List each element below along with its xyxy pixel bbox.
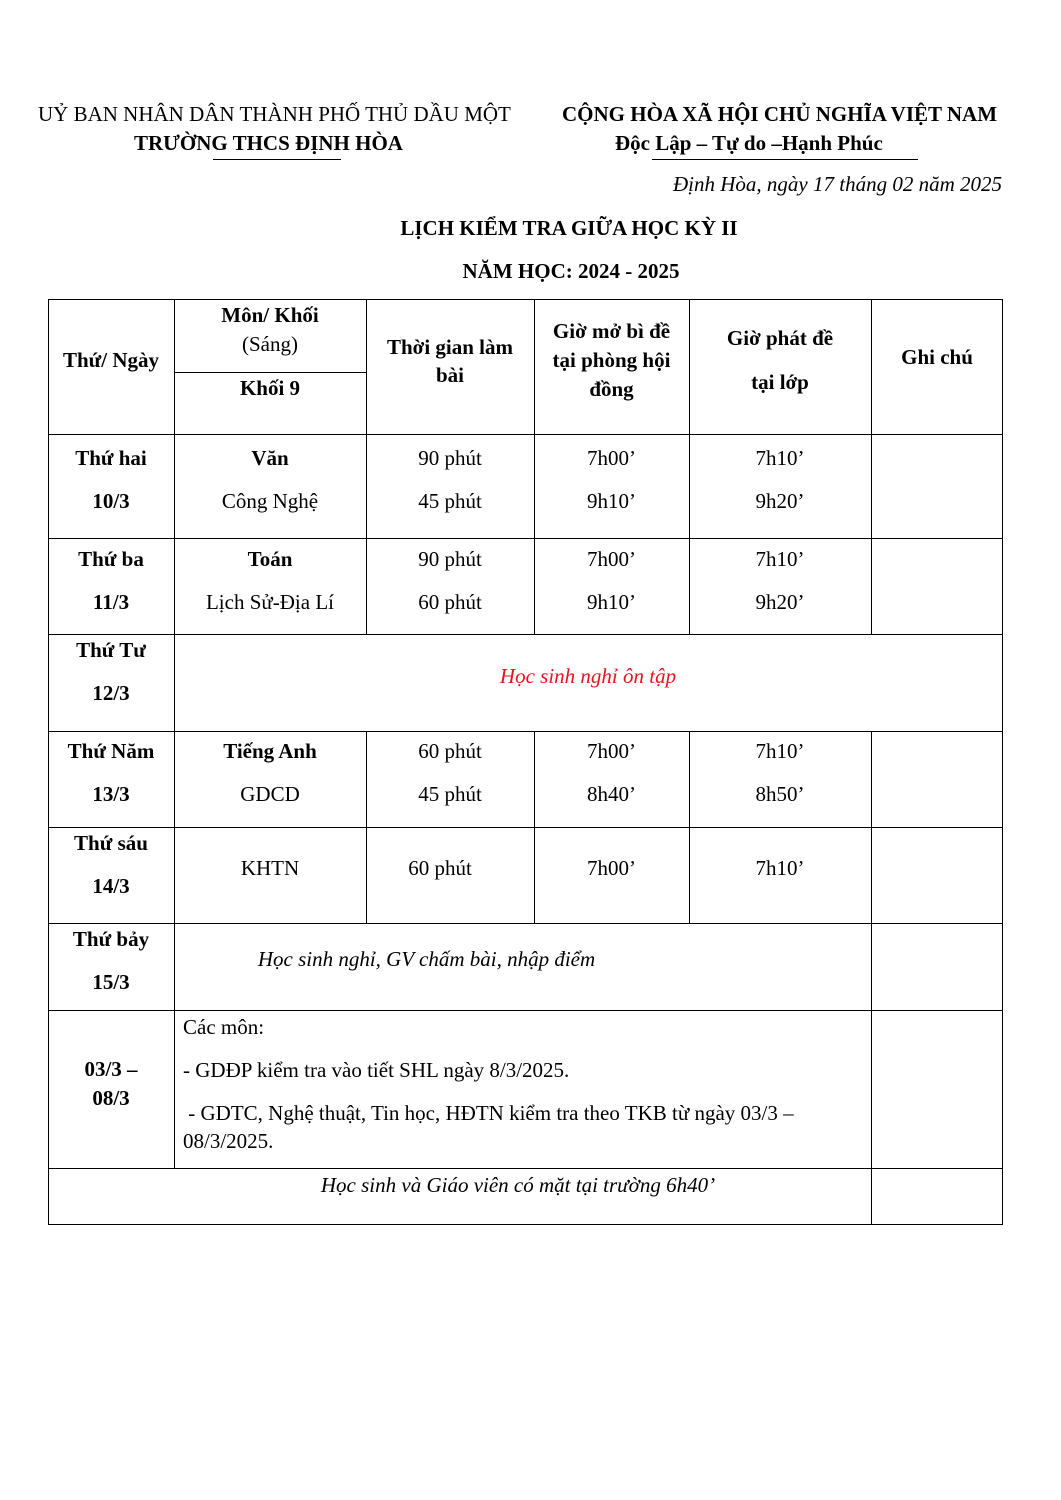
- row-day: Thứ ba: [78, 547, 144, 571]
- row-hand-out: 8h50’: [755, 782, 805, 806]
- document-title: LỊCH KIỂM TRA GIỮA HỌC KỲ II: [400, 216, 738, 240]
- row-subject: GDCD: [240, 782, 300, 806]
- row-open-time: 9h10’: [587, 590, 636, 614]
- row-day: Thứ Tư: [76, 638, 146, 662]
- header-hand-out: Giờ phát đề: [726, 326, 834, 350]
- school-name: TRƯỜNG THCS ĐỊNH HÒA: [134, 131, 403, 155]
- header-duration: Thời gian làm: [387, 335, 513, 359]
- row-hand-out: 7h10’: [755, 856, 805, 880]
- nation-name: CỘNG HÒA XÃ HỘI CHỦ NGHĨA VIỆT NAM: [562, 102, 998, 126]
- row-day: Thứ bảy: [72, 927, 150, 951]
- row-open-time: 8h40’: [587, 782, 636, 806]
- school-underline: [213, 159, 341, 160]
- row-open-time: 7h00’: [587, 739, 636, 763]
- row-date: 10/3: [92, 489, 130, 513]
- header-session: (Sáng): [242, 332, 298, 356]
- row-day: Thứ hai: [75, 446, 147, 470]
- arrival-note: Học sinh và Giáo viên có mặt tại trường 6h40’: [320, 1173, 716, 1197]
- motto-underline: [652, 159, 918, 160]
- row-date: 12/3: [92, 681, 130, 705]
- row-duration: 60 phút: [418, 739, 482, 763]
- row-subject: Lịch Sử-Địa Lí: [205, 590, 335, 614]
- row-date: 08/3: [92, 1086, 130, 1110]
- header-note: Ghi chú: [901, 345, 973, 369]
- row-duration: 90 phút: [418, 446, 482, 470]
- row-subject: Văn: [251, 446, 289, 470]
- row-day: Thứ sáu: [74, 831, 148, 855]
- exam-schedule-table: [48, 299, 1003, 1225]
- row-subject: Tiếng Anh: [223, 739, 317, 763]
- header-grade: Khối 9: [239, 376, 301, 400]
- row-day: 03/3 –: [84, 1057, 138, 1081]
- header-open-time-2: tại phòng hội: [552, 348, 671, 372]
- row-hand-out: 9h20’: [755, 489, 805, 513]
- row-duration: 45 phút: [418, 782, 482, 806]
- row-hand-out: 7h10’: [755, 446, 805, 470]
- row-subject: KHTN: [240, 856, 300, 880]
- row-hand-out: 9h20’: [755, 590, 805, 614]
- grading-day-message: Học sinh nghỉ, GV chấm bài, nhập điểm: [257, 947, 596, 971]
- row-subject: Toán: [247, 547, 293, 571]
- header-open-time-3: đồng: [589, 377, 634, 401]
- row-date: 13/3: [92, 782, 130, 806]
- other-subjects-line: - GDTC, Nghệ thuật, Tin học, HĐTN kiểm tra theo TKB từ ngày 03/3 –: [183, 1101, 794, 1125]
- other-subjects-line: - GDĐP kiểm tra vào tiết SHL ngày 8/3/2025.: [183, 1058, 570, 1082]
- row-duration: 45 phút: [418, 489, 482, 513]
- row-date: 15/3: [92, 970, 130, 994]
- row-duration: 90 phút: [418, 547, 482, 571]
- row-date: 11/3: [92, 590, 130, 614]
- header-subject: Môn/ Khối: [221, 303, 319, 327]
- row-subject: Công Nghệ: [221, 489, 319, 513]
- date-line: Định Hòa, ngày 17 tháng 02 năm 2025: [673, 172, 1002, 196]
- row-open-time: 9h10’: [587, 489, 636, 513]
- row-open-time: 7h00’: [587, 547, 636, 571]
- header-duration-2: bài: [435, 363, 464, 387]
- motto: Độc Lập – Tự do –Hạnh Phúc: [615, 131, 883, 155]
- row-open-time: 7h00’: [587, 446, 636, 470]
- header-hand-out-2: tại lớp: [751, 370, 809, 394]
- header-open-time: Giờ mở bì đề: [552, 319, 671, 343]
- row-duration: 60 phút: [418, 590, 482, 614]
- other-subjects-heading: Các môn:: [183, 1015, 265, 1039]
- row-duration: 60 phút: [408, 856, 472, 880]
- authority-name: UỶ BAN NHÂN DÂN THÀNH PHỐ THỦ DẦU MỘT: [38, 102, 511, 126]
- other-subjects-line: 08/3/2025.: [183, 1129, 274, 1153]
- row-date: 14/3: [92, 874, 130, 898]
- school-year: NĂM HỌC: 2024 - 2025: [462, 259, 680, 283]
- row-hand-out: 7h10’: [755, 547, 805, 571]
- row-hand-out: 7h10’: [755, 739, 805, 763]
- row-day: Thứ Năm: [67, 739, 155, 763]
- header-day: Thứ/ Ngày: [62, 348, 160, 372]
- review-day-message: Học sinh nghỉ ôn tập: [499, 664, 677, 688]
- row-open-time: 7h00’: [587, 856, 636, 880]
